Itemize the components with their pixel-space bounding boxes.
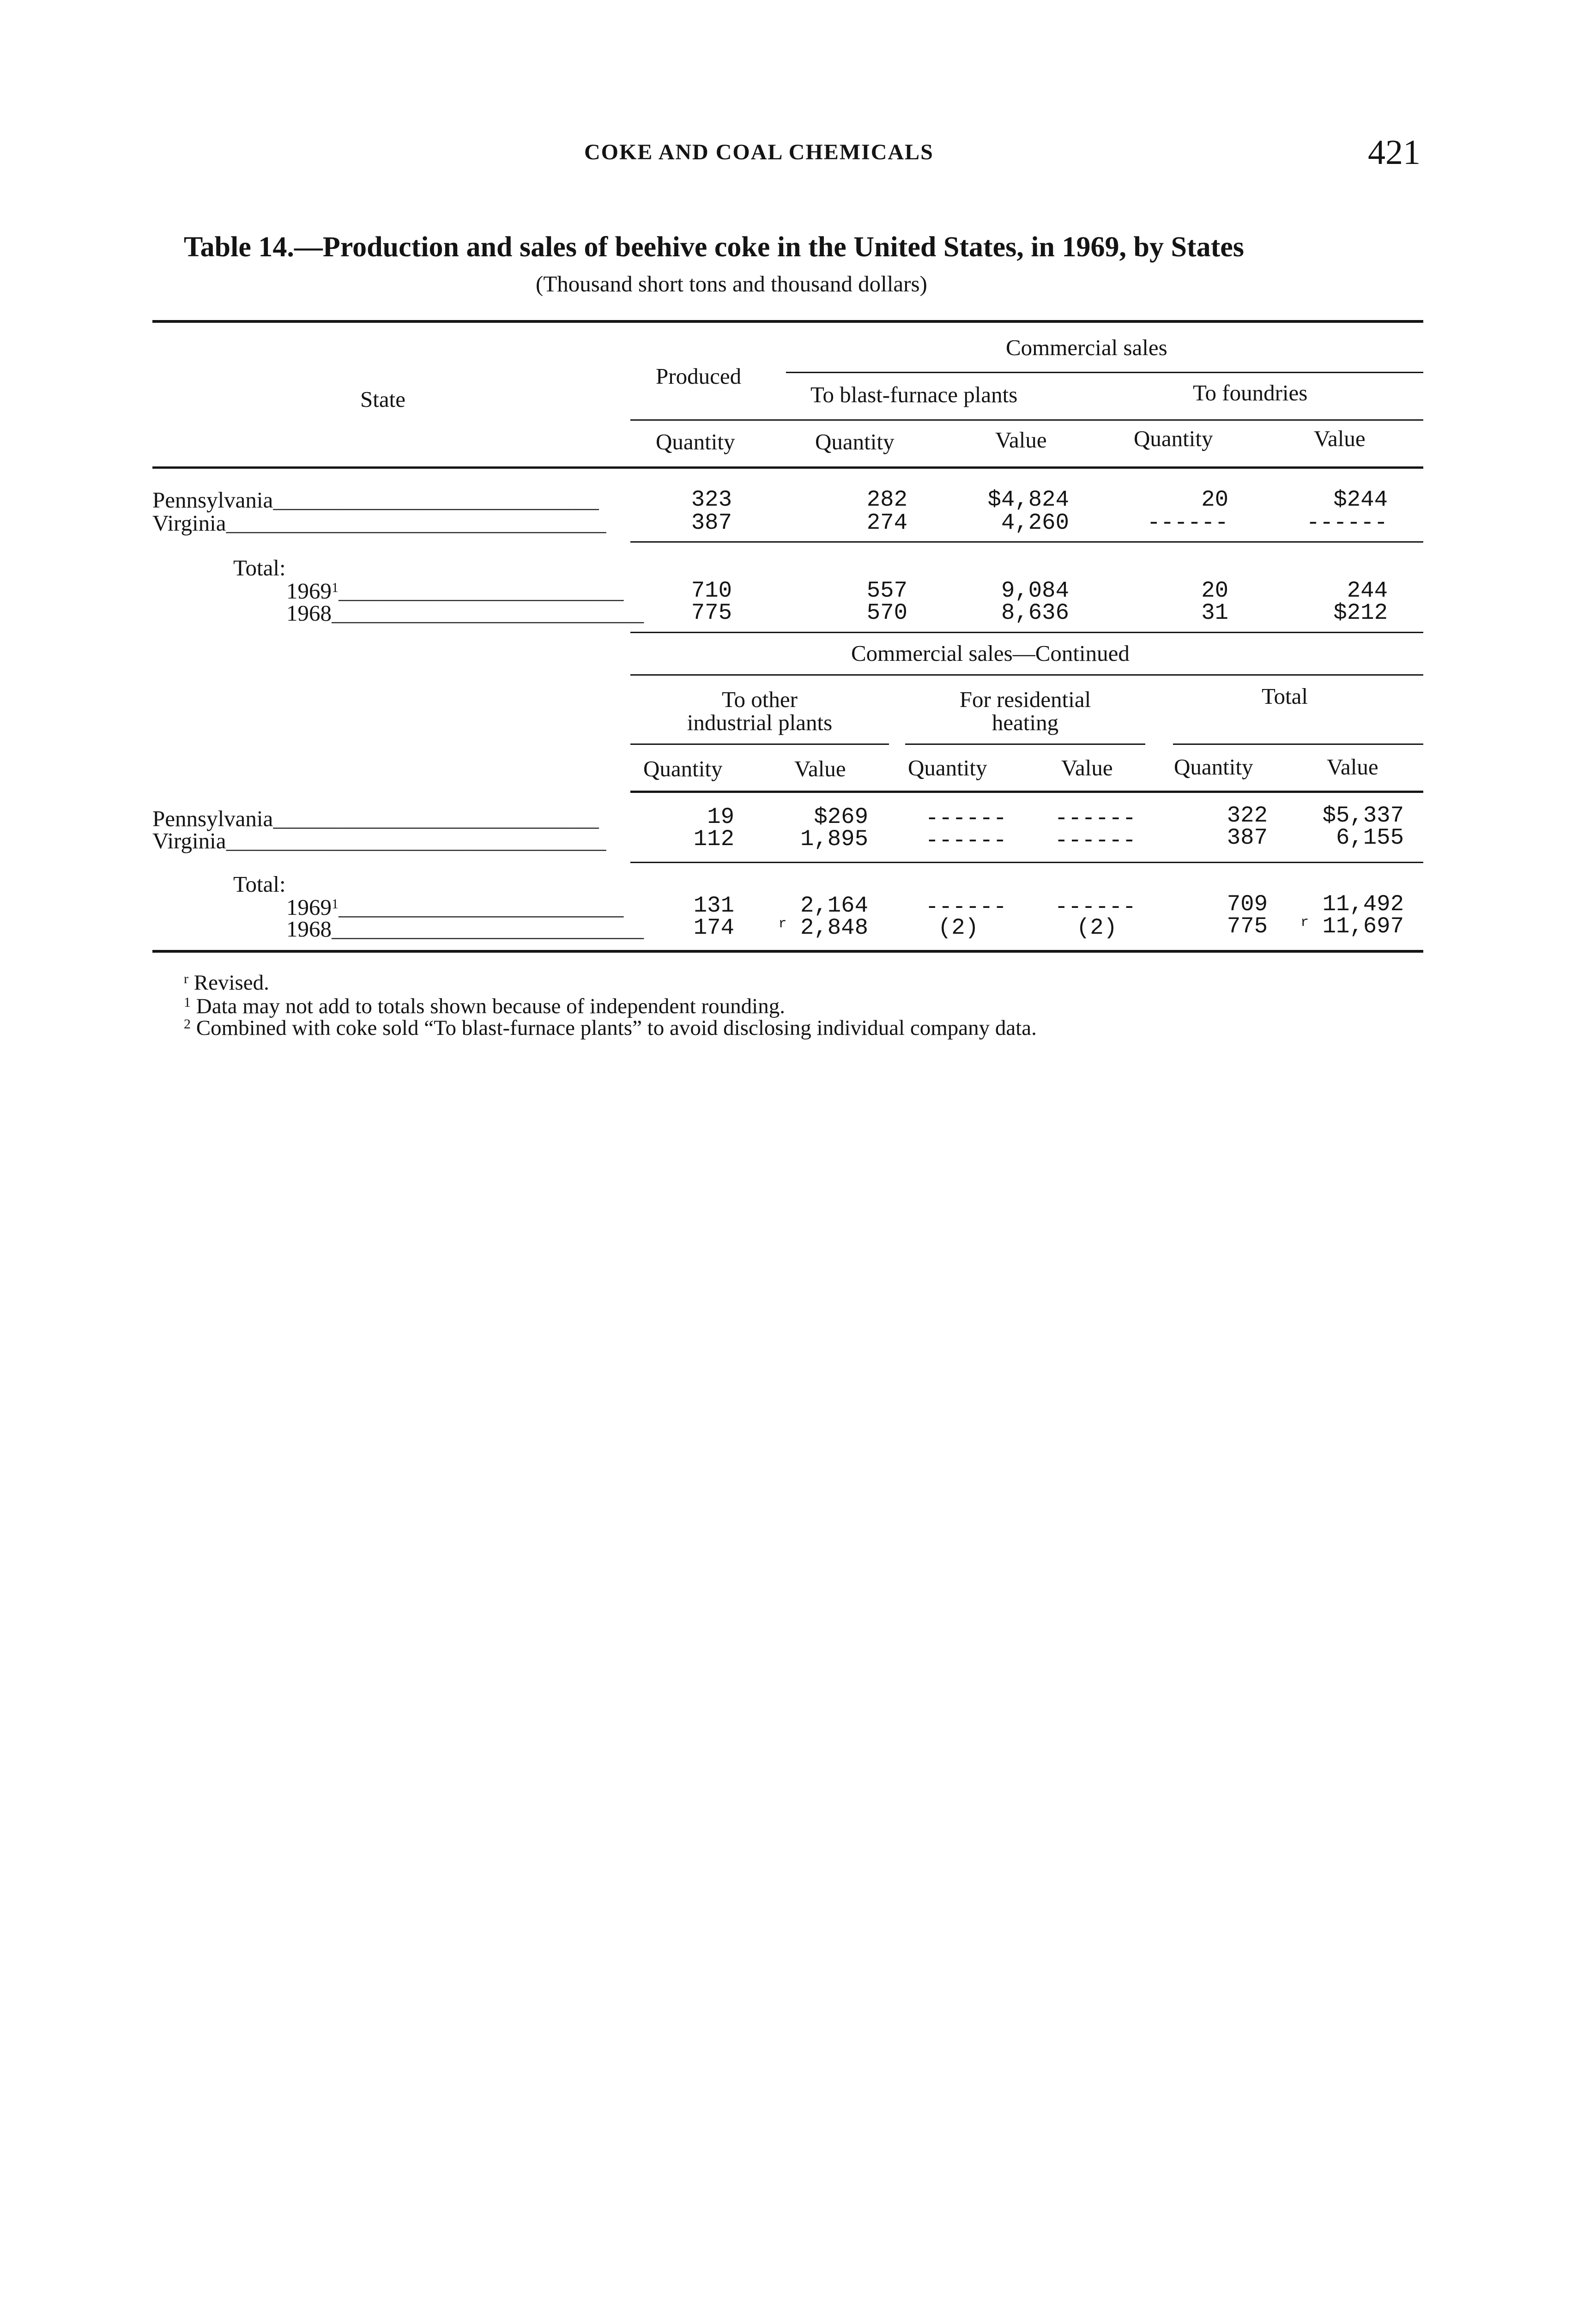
pa-oi-val: $269 xyxy=(814,804,868,830)
total-label: Total: xyxy=(233,555,286,580)
rh-quantity-header: Quantity xyxy=(908,755,987,780)
column-head-rule xyxy=(630,419,1423,421)
pa-produced: 323 xyxy=(691,487,732,513)
residential-header-1: For residential xyxy=(959,687,1091,712)
t69-oi-val: 2,164 xyxy=(800,893,868,919)
totals-rule xyxy=(630,541,1423,543)
pa-bf-val: $4,824 xyxy=(987,487,1069,513)
t69-t-val: 11,492 xyxy=(1322,891,1404,917)
va-oi-val: 1,895 xyxy=(800,826,868,852)
footnote-revised: $^r$ Revised. xyxy=(184,971,269,995)
t68-fd-qty: 31 xyxy=(1201,600,1228,626)
row-label-1968-2: 1968_______________________ xyxy=(286,916,644,943)
t-quantity-header: Quantity xyxy=(1174,754,1253,780)
row-label-1968: 1968_______________________ xyxy=(286,600,644,628)
pa-bf-qty: 282 xyxy=(866,487,907,513)
t68-bf-qty: 570 xyxy=(866,600,907,626)
page-number: 421 xyxy=(1368,133,1421,172)
total-rule xyxy=(1173,743,1423,745)
t69-t-qty: 709 xyxy=(1227,891,1268,917)
residential-header-2: heating xyxy=(991,710,1059,735)
pa-fd-val: $244 xyxy=(1333,487,1388,513)
va-bf-val: 4,260 xyxy=(1001,510,1069,536)
commercial-sales-header: Commercial sales xyxy=(1006,335,1167,360)
bf-quantity-header: Quantity xyxy=(815,429,895,454)
va-t-qty: 387 xyxy=(1227,825,1268,851)
table-subtitle: (Thousand short tons and thousand dollars) xyxy=(536,271,927,296)
t69-produced: 710 xyxy=(691,578,732,604)
part2-header-bottom-rule xyxy=(630,791,1423,793)
foundries-header: To foundries xyxy=(1193,380,1308,405)
pa-oi-qty: 19 xyxy=(707,804,734,830)
oi-value-header: Value xyxy=(794,756,846,781)
row-label-virginia-2: Virginia____________________________ xyxy=(152,828,606,855)
va-fd-val: ------ xyxy=(1306,510,1388,536)
oi-quantity-header: Quantity xyxy=(643,756,723,781)
row-label-pennsylvania-2: Pennsylvania________________________ xyxy=(152,806,599,833)
footnote-1: $^1$ Data may not add to totals shown because of independent rounding. xyxy=(184,994,785,1018)
total-header: Total xyxy=(1262,683,1308,709)
t69-oi-qty: 131 xyxy=(693,893,734,919)
fd-value-header: Value xyxy=(1314,426,1366,451)
pa-fd-qty: 20 xyxy=(1201,487,1228,513)
continued-top-rule xyxy=(630,632,1423,633)
rh-value-header: Value xyxy=(1061,755,1113,780)
t68-oi-qty: 174 xyxy=(693,915,734,941)
state-header: State xyxy=(360,387,405,412)
blast-furnace-header: To blast-furnace plants xyxy=(810,382,1018,407)
residential-rule xyxy=(905,743,1145,745)
t69-rh-val: ------ xyxy=(1054,894,1136,920)
t-value-header: Value xyxy=(1327,754,1378,780)
va-t-val: 6,155 xyxy=(1336,825,1404,851)
va-rh-val: ------ xyxy=(1054,828,1136,853)
table-title: Table 14.—Production and sales of beehive coke in the United States, in 1969, by States xyxy=(184,231,1244,263)
total-label-2: Total: xyxy=(233,871,286,897)
row-label-1969: 1969$^1$_____________________ xyxy=(286,578,624,605)
t68-rh-qty: (2) xyxy=(937,915,979,941)
t68-t-qty: 775 xyxy=(1227,913,1268,939)
footnote-2: $^2$ Combined with coke sold “To blast-furnace plants” to avoid disclosing individual company data. xyxy=(184,1016,1037,1040)
produced-header: Produced xyxy=(656,363,742,389)
other-industrial-header-2: industrial plants xyxy=(687,710,833,735)
row-label-pennsylvania: Pennsylvania________________________ xyxy=(152,487,599,514)
pa-rh-qty: ------ xyxy=(925,805,1007,831)
t69-fd-qty: 20 xyxy=(1201,578,1228,604)
va-bf-qty: 274 xyxy=(866,510,907,536)
va-oi-qty: 112 xyxy=(693,826,734,852)
t68-rh-val: (2) xyxy=(1076,915,1118,941)
table-top-rule xyxy=(152,320,1423,323)
t68-t-val: $^r$ 11,697 xyxy=(1300,913,1404,939)
row-label-1969-2: 1969$^1$_____________________ xyxy=(286,895,624,922)
table-bottom-rule xyxy=(152,950,1423,953)
part2-totals-rule xyxy=(630,862,1423,863)
t69-bf-val: 9,084 xyxy=(1001,578,1069,604)
other-industrial-rule xyxy=(630,743,889,745)
fd-quantity-header: Quantity xyxy=(1134,426,1213,451)
row-label-virginia: Virginia____________________________ xyxy=(152,510,606,538)
t69-rh-qty: ------ xyxy=(925,894,1007,920)
va-produced: 387 xyxy=(691,510,732,536)
bf-value-header: Value xyxy=(995,427,1047,453)
commercial-sales-rule xyxy=(786,372,1423,373)
va-rh-qty: ------ xyxy=(925,828,1007,853)
va-fd-qty: ------ xyxy=(1147,510,1228,536)
header-bottom-rule xyxy=(152,466,1423,469)
pa-t-qty: 322 xyxy=(1227,803,1268,828)
t68-produced: 775 xyxy=(691,600,732,626)
produced-quantity-header: Quantity xyxy=(656,429,735,454)
pa-t-val: $5,337 xyxy=(1322,803,1404,828)
t68-fd-val: $212 xyxy=(1333,600,1388,626)
t69-fd-val: 244 xyxy=(1347,578,1388,604)
t69-bf-qty: 557 xyxy=(866,578,907,604)
other-industrial-header-1: To other xyxy=(722,687,798,712)
continued-rule xyxy=(630,674,1423,676)
t68-oi-val: $^r$ 2,848 xyxy=(778,915,868,941)
continued-header: Commercial sales—Continued xyxy=(851,641,1130,666)
t68-bf-val: 8,636 xyxy=(1001,600,1069,626)
pa-rh-val: ------ xyxy=(1054,805,1136,831)
running-title: COKE AND COAL CHEMICALS xyxy=(584,140,934,164)
